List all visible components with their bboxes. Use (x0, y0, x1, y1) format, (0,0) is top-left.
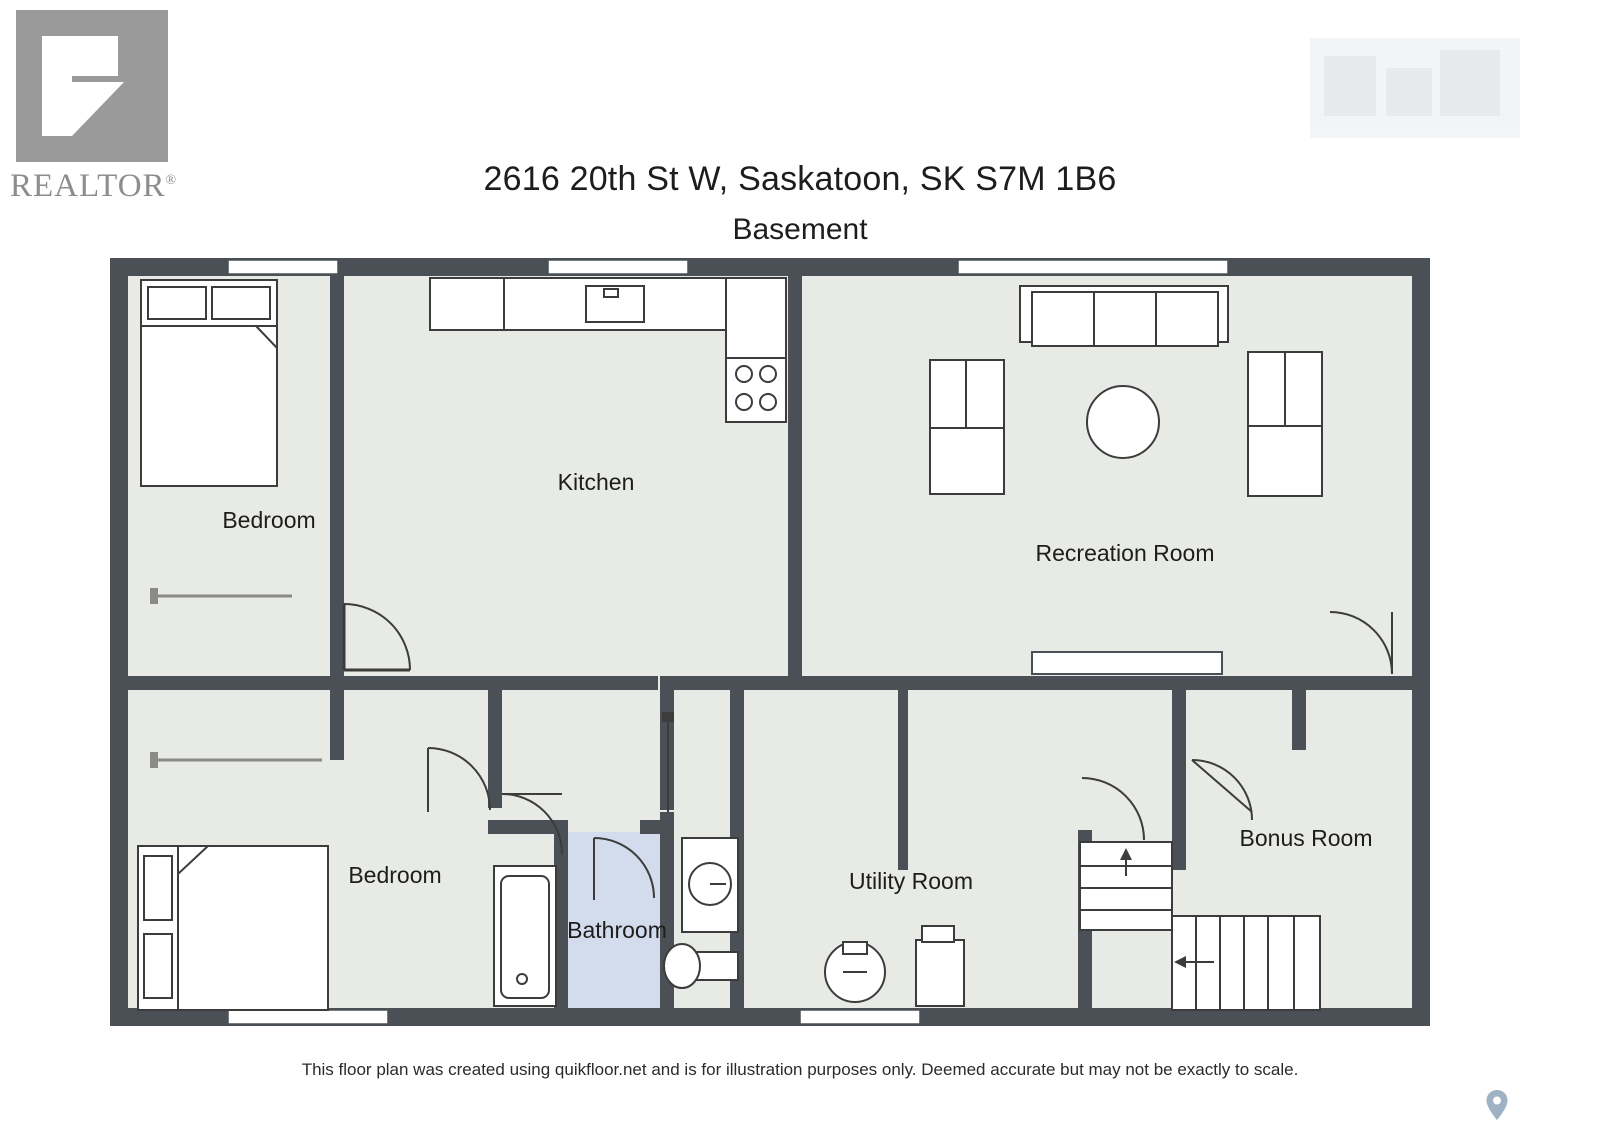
registered-mark: ® (165, 173, 178, 188)
coffee-table (1087, 386, 1159, 458)
page-subtitle: Basement (732, 213, 868, 246)
realtor-wordmark-text: REALTOR (10, 168, 166, 204)
map-pin-icon (1486, 1090, 1508, 1120)
disclaimer-text: This floor plan was created using quikfloor.net and is for illustration purposes only. Deemed accurate but may not be exactly to scale. (301, 1060, 1299, 1079)
bed-lower (138, 846, 328, 1010)
armchair-left (930, 360, 1004, 494)
stairs-down (1172, 916, 1320, 1010)
room-label-bedroom-upper: Bedroom (222, 507, 316, 533)
bathtub (494, 866, 556, 1006)
room-label-utility-room: Utility Room (849, 868, 973, 894)
room-label-kitchen: Kitchen (557, 469, 635, 495)
bed-upper (141, 280, 277, 486)
stove (726, 358, 786, 422)
room-label-bonus-room: Bonus Room (1239, 825, 1373, 851)
room-label-bathroom: Bathroom (567, 917, 667, 943)
stairs-up (1080, 842, 1172, 930)
water-heater (825, 942, 885, 1002)
armchair-right (1248, 352, 1322, 496)
vanity-sink (682, 838, 738, 932)
room-label-bedroom-lower: Bedroom (348, 862, 442, 888)
interior-openings (1032, 652, 1222, 674)
sofa (1020, 286, 1228, 346)
kitchen-sink (586, 286, 644, 322)
page-title: 2616 20th St W, Saskatoon, SK S7M 1B6 (483, 160, 1117, 198)
room-label-recreation-room: Recreation Room (1035, 540, 1215, 566)
